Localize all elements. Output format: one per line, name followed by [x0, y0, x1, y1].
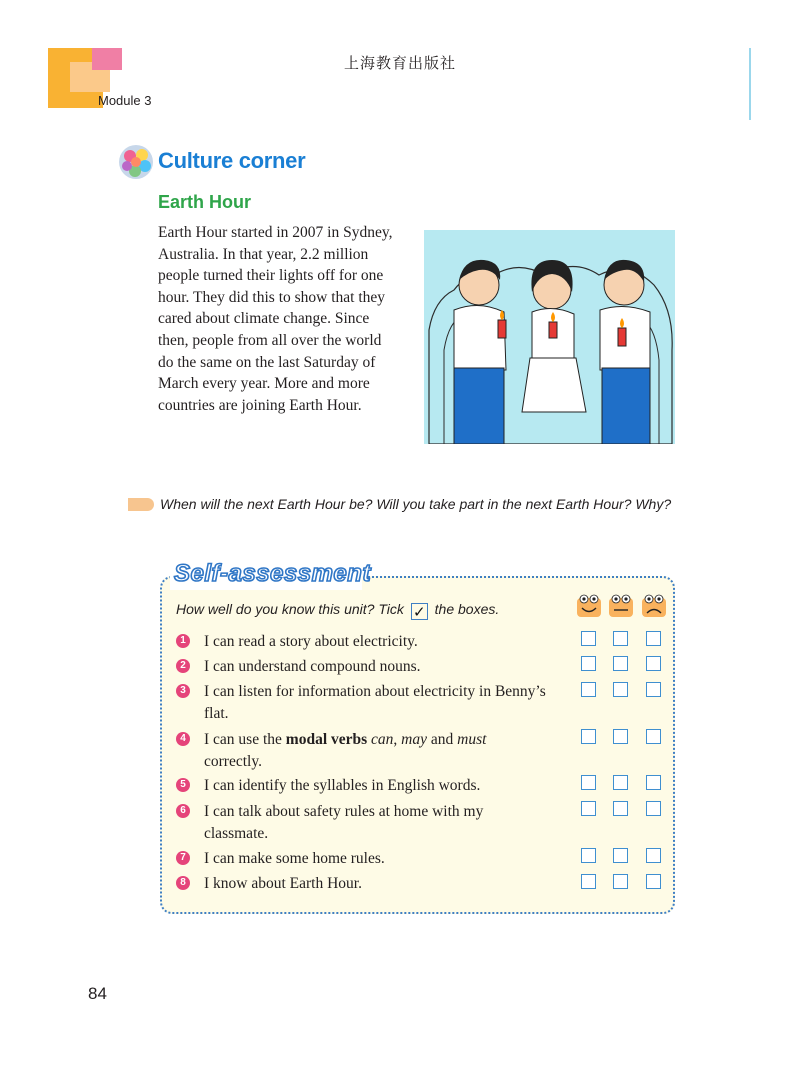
checkbox-sad-8[interactable] — [646, 874, 661, 889]
checkbox-sad-2[interactable] — [646, 656, 661, 671]
checkbox-neutral-1[interactable] — [613, 631, 628, 646]
earth-hour-illustration — [424, 230, 675, 444]
publisher-header: 上海教育出版社 — [343, 55, 456, 72]
question-marker — [128, 498, 154, 511]
margin-rule — [749, 48, 751, 120]
checkbox-neutral-2[interactable] — [613, 656, 628, 671]
checkbox-happy-7[interactable] — [581, 848, 596, 863]
checkbox-neutral-3[interactable] — [613, 682, 628, 697]
happy-face-icon — [576, 594, 602, 618]
assessment-item: 7 I can make some home rules. — [176, 848, 546, 870]
checkbox-happy-5[interactable] — [581, 775, 596, 790]
assessment-item: 1 I can read a story about electricity. — [176, 631, 546, 653]
article-title: Earth Hour — [158, 192, 252, 212]
assessment-item: 3 I can listen for information about electricity in Benny’s flat. — [176, 681, 546, 725]
checkbox-sad-3[interactable] — [646, 682, 661, 697]
checkbox-sad-4[interactable] — [646, 729, 661, 744]
checkbox-sad-1[interactable] — [646, 631, 661, 646]
assessment-item: 6 I can talk about safety rules at home with my classmate. — [176, 801, 546, 845]
checkbox-sad-6[interactable] — [646, 801, 661, 816]
article-paragraph: Earth Hour started in 2007 in Sydney, Australia. In that year, 2.2 million people turned their lights off for one hour. They did this to show that they cared about climate change. Since then, people from all over the world do the same on the last Saturday of March every year. More and more countries are joining Earth Hour. — [158, 224, 393, 414]
checkbox-happy-6[interactable] — [581, 801, 596, 816]
checkbox-happy-3[interactable] — [581, 682, 596, 697]
section-heading: Culture corner — [158, 148, 306, 173]
checkbox-neutral-5[interactable] — [613, 775, 628, 790]
module-label: Module 3 — [98, 93, 152, 108]
assessment-item: 8 I know about Earth Hour. — [176, 873, 546, 895]
checkbox-happy-2[interactable] — [581, 656, 596, 671]
page-number: 84 — [88, 984, 107, 1003]
assessment-item: 2 I can understand compound nouns. — [176, 656, 546, 678]
checkbox-happy-8[interactable] — [581, 874, 596, 889]
checkbox-sad-5[interactable] — [646, 775, 661, 790]
tick-icon: ✓ — [411, 603, 428, 620]
self-assessment-prompt: How well do you know this unit? Tick ✓ the boxes. — [176, 601, 500, 621]
self-assessment-title: Self-assessment — [174, 560, 371, 587]
checkbox-neutral-8[interactable] — [613, 874, 628, 889]
assessment-item: 4 I can use the modal verbs can, may and must correctly. — [176, 729, 546, 773]
discussion-question: When will the next Earth Hour be? Will you take part in the next Earth Hour? Why? — [160, 496, 672, 512]
checkbox-neutral-6[interactable] — [613, 801, 628, 816]
checkbox-sad-7[interactable] — [646, 848, 661, 863]
neutral-face-icon — [608, 594, 634, 618]
checkbox-neutral-7[interactable] — [613, 848, 628, 863]
assessment-item: 5 I can identify the syllables in English words. — [176, 775, 546, 797]
checkbox-happy-4[interactable] — [581, 729, 596, 744]
sad-face-icon — [641, 594, 667, 618]
checkbox-neutral-4[interactable] — [613, 729, 628, 744]
checkbox-happy-1[interactable] — [581, 631, 596, 646]
globe-icon — [118, 144, 154, 180]
